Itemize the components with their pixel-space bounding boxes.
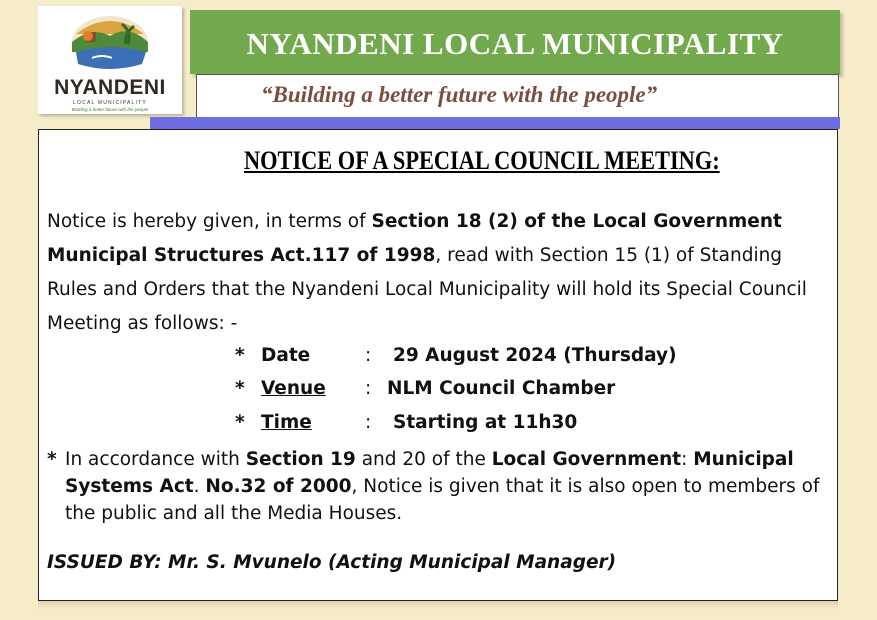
- detail-colon: :: [365, 412, 372, 433]
- logo-subtitle: LOCAL MUNICIPALITY: [73, 100, 147, 106]
- issued-by: ISSUED BY: Mr. S. Mvunelo (Acting Municipal Manager): [47, 552, 617, 573]
- access-text-5: , Notice is given that it is also open to members of the public and all the Media Houses.: [65, 476, 820, 524]
- bullet-star: *: [235, 378, 245, 399]
- slogan-box: [196, 74, 839, 118]
- bullet-star: *: [47, 449, 57, 470]
- notice-intro: [47, 205, 837, 341]
- title-banner: [190, 10, 840, 74]
- banner-title: NYANDENI LOCAL MUNICIPALITY: [246, 26, 784, 61]
- access-text-3: :: [681, 449, 694, 470]
- detail-value: NLM Council Chamber: [387, 378, 616, 399]
- access-text-4: .: [193, 476, 206, 497]
- detail-label: Time: [261, 412, 312, 433]
- access-text-1: In accordance with: [65, 449, 246, 470]
- accent-bar: [150, 117, 840, 129]
- detail-value: 29 August 2024 (Thursday): [393, 345, 677, 366]
- access-section: Section 19: [245, 449, 356, 470]
- bullet-star: *: [235, 345, 245, 366]
- bullet-star: *: [235, 412, 245, 433]
- access-act-number: No.32 of 2000: [205, 476, 352, 497]
- notice-panel: [38, 129, 838, 601]
- access-local-government: Local Government: [491, 449, 682, 470]
- logo-wordmark: NYANDENI: [54, 76, 166, 99]
- page-edge: [38, 601, 838, 609]
- landscape-emblem-icon: [62, 12, 158, 74]
- notice-title: NOTICE OF A SPECIAL COUNCIL MEETING:: [244, 146, 720, 175]
- access-act-name: Municipal Systems Act: [65, 449, 794, 497]
- intro-text-1: Notice is hereby given, in terms of: [47, 211, 372, 232]
- detail-colon: :: [365, 345, 372, 366]
- logo-tagline: Building a better future with the people: [71, 107, 149, 112]
- detail-label: Date: [261, 345, 311, 366]
- access-text-2: and 20 of the: [355, 449, 492, 470]
- detail-value: Starting at 11h30: [393, 412, 578, 433]
- access-text: [65, 446, 825, 527]
- detail-label: Venue: [261, 378, 326, 399]
- detail-colon: :: [365, 378, 372, 399]
- slogan-text: “Building a better future with the people”: [261, 82, 658, 107]
- municipality-logo: [38, 6, 182, 114]
- intro-act-reference: Section 18 (2) of the Local Government Municipal Structures Act.117 of 1998: [47, 211, 782, 266]
- intro-text-2: , read with Section 15 (1) of Standing Rules and Orders that the Nyandeni Local Municipality will hold its Special Council Meeting as follows: -: [47, 245, 807, 334]
